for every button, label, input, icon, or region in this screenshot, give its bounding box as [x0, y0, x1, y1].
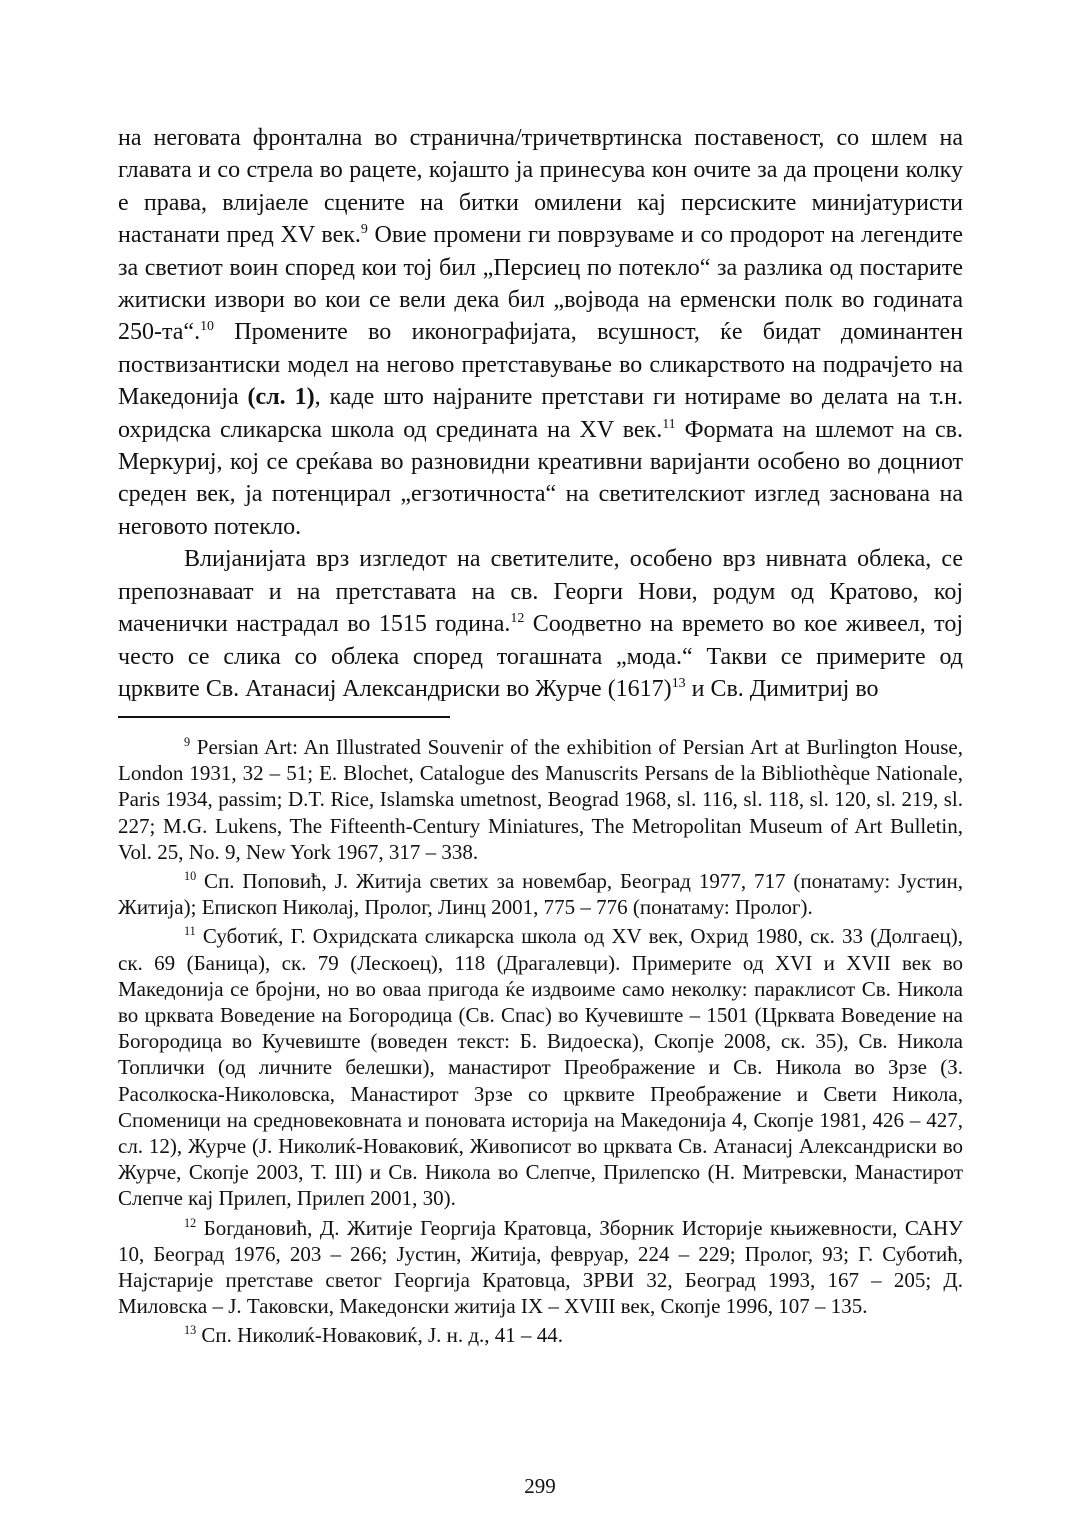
- paragraph-1: [118, 122, 963, 543]
- footnote: [118, 1215, 963, 1320]
- text-segment: на неговата фронтална во странична/тричетвртинска поставеност, со шлем на главата и со стрела во рацете, којашто ја принесува кон очите за да процени колку е права, влијаеле сцените на битки омилени кај персиските минијатуристи настанати пред XV век.: [118, 125, 963, 249]
- footnote-ref[interactable]: 12: [510, 611, 525, 627]
- footnote-ref[interactable]: 13: [671, 675, 686, 691]
- footnote-text: Сп. Николиќ-Новаковиќ, Ј. н. д., 41 – 44.: [196, 1323, 564, 1348]
- text-segment: Соодветно на времето во кое живеел, тој често се слика со облека според тогашната „мода.“ Такви се примерите од црквите Св. Атанасиј Александриски во Журче (1617): [118, 611, 963, 702]
- text-segment: Овие промени ги поврзуваме и со продорот на легендите за светиот воин според кои тој бил „Персиец по потекло“ за разлика од постарите житиски извори во кои се вели дека бил „војвода на ерменски полк во годината 250-та“.: [118, 222, 963, 346]
- paragraph-2: [118, 543, 963, 705]
- footnote-text: Сп. Поповић, Ј. Житија светих за новембар, Београд 1977, 717 (понатаму: Јустин, Житија); Епископ Николај, Пролог, Линц 2001, 775 – 776 (понатаму: Пролог).: [118, 869, 963, 920]
- footnote: [118, 923, 963, 1211]
- text-segment: Формата на шлемот на св. Меркуриј, кој се среќава во разновидни креативни варијанти особено во доцниот среден век, ја потенцирал „егзотичноста“ на светителскиот изглед заснована на неговото потекло.: [118, 416, 963, 540]
- figure-reference: (сл. 1): [247, 384, 315, 411]
- main-text: [118, 122, 963, 705]
- footnotes: [118, 734, 963, 1352]
- footnote-number: 11: [184, 924, 196, 939]
- footnote-ref[interactable]: 10: [200, 319, 214, 335]
- footnote: [118, 1322, 963, 1348]
- footnote: [118, 734, 963, 865]
- footnote-text: Суботиќ, Г. Охридската сликарска школа од XV век, Охрид 1980, ск. 33 (Долгаец), ск. 69 (Баница), ск. 79 (Лескоец), 118 (Драгалевци). Примерите од XVI и XVII век во Македонија се бројни, но во оваа пригода ќе издвоиме само неколку: параклисот Св. Никола во црквата Воведение на Богородица (Св. Спас) во Кучевиште – 1501 (Црквата Воведение на Богородица во Кучевиште (воведен текст: Б. Видоеска), Скопје 2008, ск. 35), Св. Никола Топлички (од личните белешки), манастирот Преображение и Св. Никола во Зрзе (З. Расолкоска-Николовска, Манастирот Зрзе со црквите Преображение и Свети Никола, Споменици на средновековната и поновата историја на Македонија 4, Скопје 1981, 426 – 427, сл. 12), Журче (Ј. Николиќ-Новаковиќ, Живописот во црквата Св. Атанасиј Александриски во Журче, Скопје 2003, Т. III) и Св. Никола во Слепче, Прилепско (Н. Митревски, Манастирот Слепче кај Прилеп, Прилеп 2001, 30).: [118, 924, 963, 1211]
- footnote-number: 10: [184, 869, 197, 884]
- text-segment: Промените во иконографијата, всушност, ќе бидат доминантен поствизантиски модел на негово претставување во сликарството на подрачјето на Македонија: [118, 319, 963, 411]
- footnote-ref[interactable]: 11: [662, 416, 676, 432]
- footnote-text: Persian Art: An Illustrated Souvenir of the exhibition of Persian Art at Burlington House, London 1931, 32 – 51; E. Blochet, Catalogue des Manuscrits Persans de la Bibliothèque Nationale, Paris 1934, passim; D.T. Rice, Islamska umetnost, Beograd 1968, sl. 116, sl. 118, sl. 120, sl. 219, sl. 227; M.G. Lukens, The Fifteenth-Century Miniatures, The Metropolitan Museum of Art Bulletin, Vol. 25, No. 9, New York 1967, 317 – 338.: [118, 735, 963, 864]
- page-number: 299: [524, 1474, 556, 1498]
- text-segment: , каде што најраните претстави ги нотираме во делата на т.н. охридска сликарска школа од средината на XV век.: [118, 384, 964, 443]
- text-segment: Влијанијата врз изгледот на светителите, особено врз нивната облека, се препознаваат и на претставата на св. Георги Нови, родум од Кратово, кој маченички настрадал во 1515 година.: [118, 546, 963, 638]
- footnote-ref[interactable]: 9: [360, 222, 368, 238]
- footnote-number: 12: [184, 1215, 197, 1230]
- footnote-number: 13: [184, 1323, 197, 1338]
- footnote-number: 9: [184, 735, 191, 749]
- text-segment: и Св. Димитриј во: [685, 675, 879, 702]
- page-body: [118, 122, 963, 705]
- footnote-separator: [118, 716, 450, 718]
- footnote: [118, 868, 963, 920]
- footnote-text: Богдановић, Д. Житије Георгија Кратовца, Зборник Историје књижевности, САНУ 10, Београд 1976, 203 – 266; Јустин, Житија, февруар, 224 – 229; Пролог, 93; Г. Суботић, Најстарије претставе светог Георгија Кратовца, ЗРВИ 32, Београд 1993, 167 – 205; Д. Миловска – Ј. Таковски, Македонски житија IX – XVIII век, Скопје 1996, 107 – 135.: [118, 1215, 963, 1319]
